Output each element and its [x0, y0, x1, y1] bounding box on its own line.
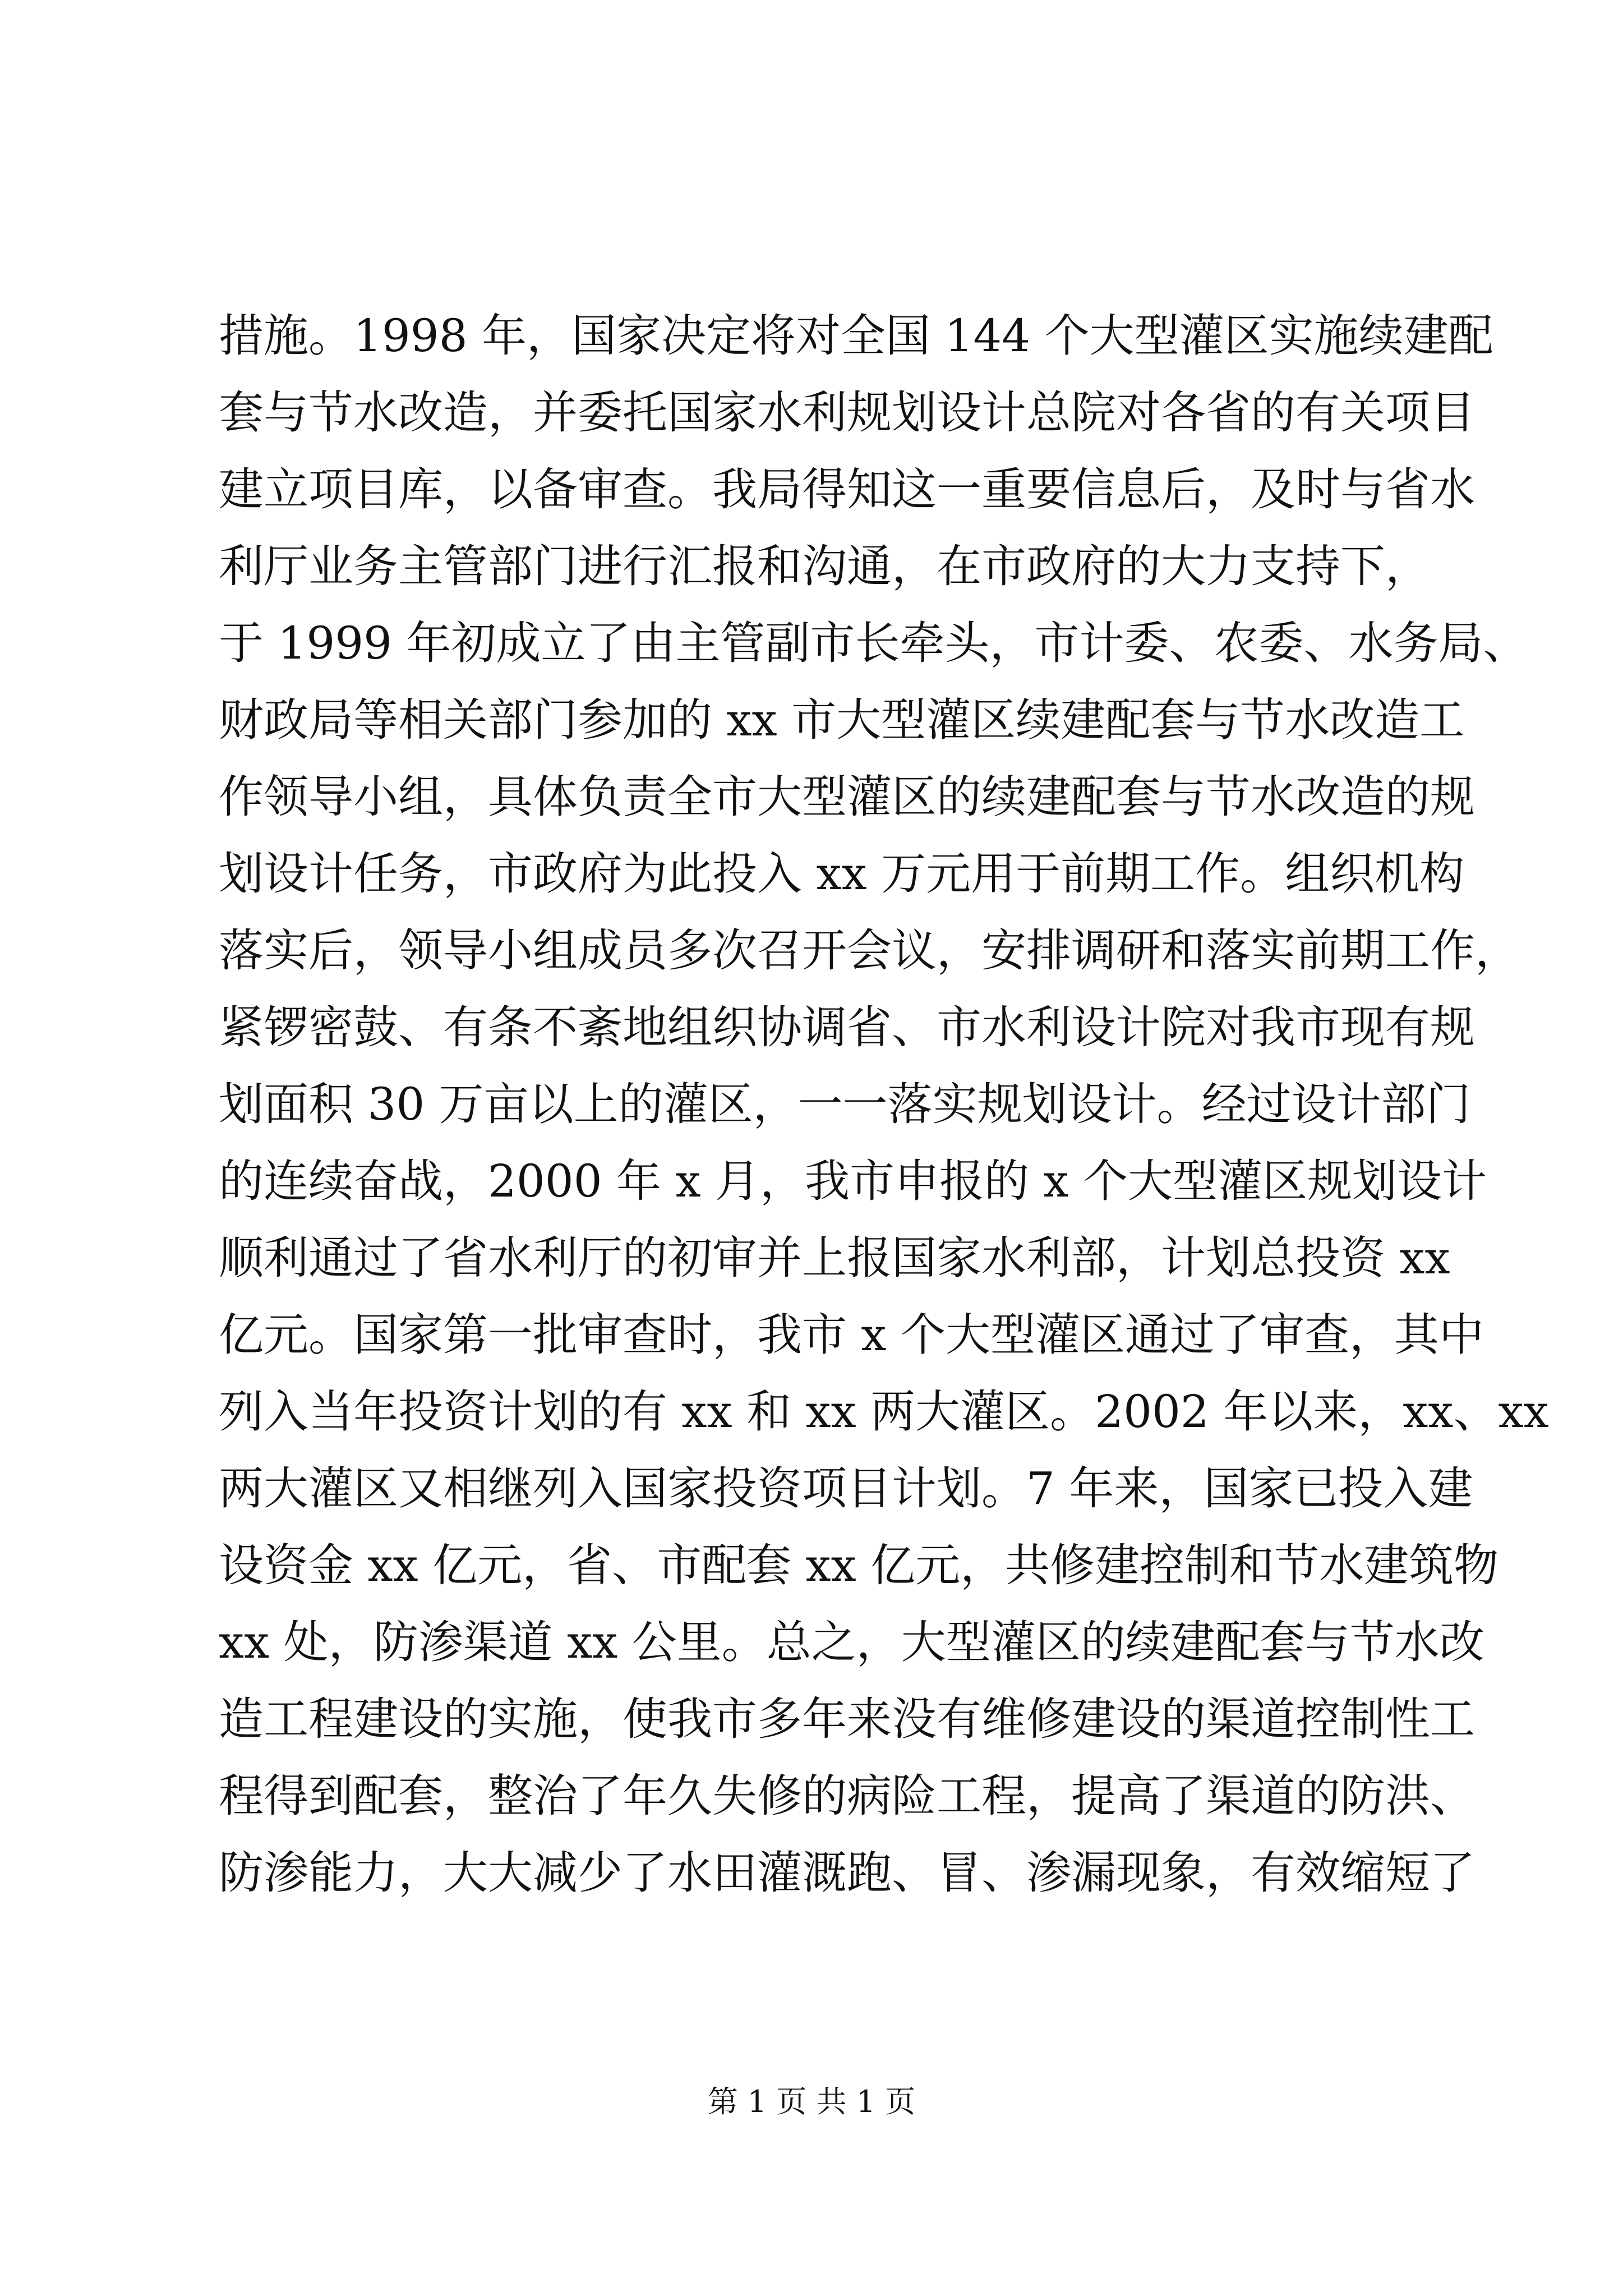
- text-line: 划面积 30 万亩以上的灌区，一一落实规划设计。经过设计部门: [219, 1078, 1471, 1130]
- text-line: 两大灌区又相继列入国家投资项目计划。7 年来，国家已投入建: [219, 1462, 1473, 1515]
- text-line: 顺利通过了省水利厅的初审并上报国家水利部，计划总投资 xx: [219, 1232, 1450, 1284]
- text-line: 造工程建设的实施，使我市多年来没有维修建设的渠道控制性工: [219, 1693, 1475, 1745]
- text-line: 建立项目库，以备审查。我局得知这一重要信息后，及时与省水: [219, 463, 1475, 516]
- text-line: xx 处，防渗渠道 xx 公里。总之，大型灌区的续建配套与节水改: [219, 1616, 1484, 1668]
- text-line: 利厅业务主管部门进行汇报和沟通，在市政府的大力支持下，: [219, 540, 1430, 592]
- text-line: 亿元。国家第一批审查时，我市 x 个大型灌区通过了审查，其中: [219, 1309, 1484, 1361]
- page-footer: 第 1 页 共 1 页: [707, 2084, 916, 2119]
- text-line: 设资金 xx 亿元，省、市配套 xx 亿元，共修建控制和节水建筑物: [219, 1539, 1499, 1591]
- text-line: 程得到配套，整治了年久失修的病险工程，提高了渠道的防洪、: [219, 1770, 1475, 1822]
- text-line: 紧锣密鼓、有条不紊地组织协调省、市水利设计院对我市现有规: [219, 1001, 1475, 1053]
- text-line: 防渗能力，大大减少了水田灌溉跑、冒、渗漏现象，有效缩短了: [219, 1847, 1475, 1899]
- text-line: 于 1999 年初成立了由主管副市长牵头，市计委、农委、水务局、: [219, 617, 1528, 669]
- text-line: 作领导小组，具体负责全市大型灌区的续建配套与节水改造的规: [219, 771, 1475, 823]
- text-line: 列入当年投资计划的有 xx 和 xx 两大灌区。2002 年以来，xx、xx: [219, 1386, 1549, 1438]
- text-line: 套与节水改造，并委托国家水利规划设计总院对各省的有关项目: [219, 386, 1475, 439]
- text-line: 财政局等相关部门参加的 xx 市大型灌区续建配套与节水改造工: [219, 694, 1465, 746]
- text-line: 措施。1998 年，国家决定将对全国 144 个大型灌区实施续建配: [219, 310, 1493, 362]
- text-line: 的连续奋战，2000 年 x 月，我市申报的 x 个大型灌区规划设计: [219, 1155, 1487, 1207]
- body-paragraph: [219, 297, 1549, 1911]
- text-line: 落实后，领导小组成员多次召开会议，安排调研和落实前期工作，: [219, 924, 1520, 977]
- text-line: 划设计任务，市政府为此投入 xx 万元用于前期工作。组织机构: [219, 848, 1465, 900]
